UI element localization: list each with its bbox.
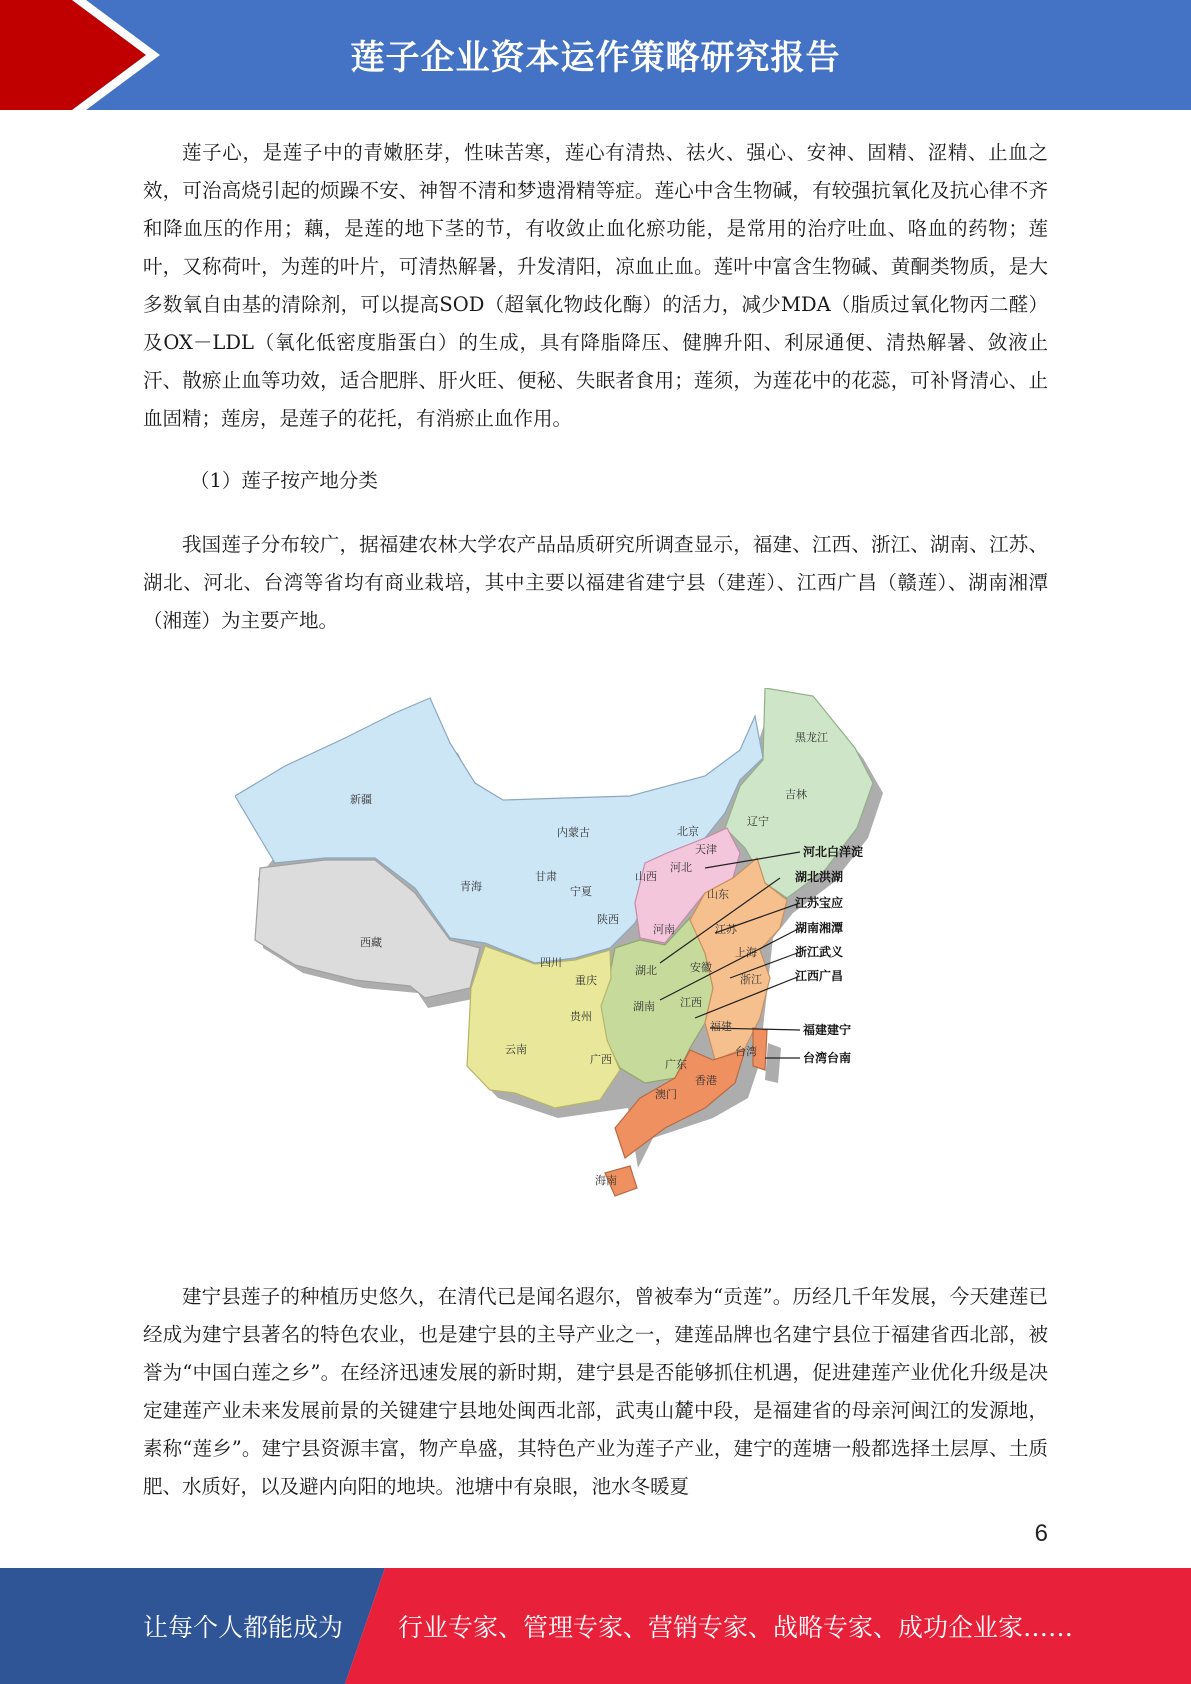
label-gansu: 甘肃	[535, 870, 557, 883]
label-shanxi: 山西	[635, 870, 657, 883]
label-shandong: 山东	[707, 888, 729, 901]
label-neimenggu: 内蒙古	[557, 826, 590, 839]
callout-taiwan-tainan: 台湾台南	[803, 1051, 852, 1065]
section-subheading: （1）莲子按产地分类	[190, 469, 378, 492]
label-liaoning: 辽宁	[747, 815, 769, 828]
label-shanghai: 上海	[735, 946, 757, 959]
page-header	[0, 0, 1191, 110]
label-zhejiang: 浙江	[740, 973, 762, 986]
label-ningxia: 宁夏	[570, 885, 592, 898]
label-beijing: 北京	[677, 825, 699, 838]
label-hebei: 河北	[670, 861, 692, 874]
label-guizhou: 贵州	[570, 1010, 592, 1023]
paragraph-production-areas: 我国莲子分布较广，据福建农林大学农产品品质研究所调查显示，福建、江西、浙江、湖南、江苏、湖北、河北、台湾等省均有商业栽培，其中主要以福建省建宁县（建莲）、江西广昌（赣莲）、湖南湘潭（湘莲）为主要产地。	[143, 533, 1048, 632]
paragraph-lotus-parts: 莲子心，是莲子中的青嫩胚芽，性味苦寒，莲心有清热、祛火、强心、安神、固精、涩精、止血之效，可治高烧引起的烦躁不安、神智不清和梦遗滑精等症。莲心中含生物碱，有较强抗氧化及抗心律不齐和降血压的作用；藕，是莲的地下茎的节，有收敛止血化瘀功能，是常用的治疗吐血、咯血的药物；莲叶，又称荷叶，为莲的叶片，可清热解暑，升发清阳，凉血止血。莲叶中富含生物碱、黄酮类物质，是大多数氧自由基的清除剂，可以提高SOD（超氧化物歧化酶）的活力，减少MDA（脂质过氧化物丙二醛）及OX－LDL（氧化低密度脂蛋白）的生成，具有降脂降压、健脾升阳、利尿通便、清热解暑、敛液止汗、散瘀止血等功效，适合肥胖、肝火旺、便秘、失眠者食用；莲须，为莲花中的花蕊，可补肾清心、止血固精；莲房，是莲子的花托，有消瘀止血作用。	[143, 141, 1048, 430]
label-henan: 河南	[653, 923, 675, 936]
label-xinjiang: 新疆	[350, 793, 372, 806]
paragraph-jianning: 建宁县莲子的种植历史悠久，在清代已是闻名遐尔，曾被奉为“贡莲”。历经几千年发展，今天建莲已经成为建宁县著名的特色农业，也是建宁县的主导产业之一，建莲品牌也名建宁县位于福建省西北部，被誉为“中国白莲之乡”。在经济迅速发展的新时期，建宁县是否能够抓住机遇，促进建莲产业优化升级是决定建莲产业未来发展前景的关键建宁县地处闽西北部，武夷山麓中段，是福建省的母亲河闽江的发源地，素称“莲乡”。建宁县资源丰富，物产阜盛，其特色产业为莲子产业，建宁的莲塘一般都选择土层厚、土质肥、水质好，以及避内向阳的地块。池塘中有泉眼，池水冬暖夏	[143, 1285, 1048, 1498]
callout-jiangsu-baoying: 江苏宝应	[795, 896, 844, 910]
label-jiangxi: 江西	[680, 996, 702, 1009]
label-hainan: 海南	[595, 1174, 617, 1187]
callout-labels	[795, 844, 863, 1065]
callout-hunan-xiangtan: 湖南湘潭	[795, 921, 844, 935]
page-number: 6	[1034, 1520, 1048, 1547]
label-shaanxi: 陕西	[597, 913, 619, 926]
label-guangxi: 广西	[590, 1053, 612, 1066]
label-hubei: 湖北	[635, 964, 657, 977]
label-xizang: 西藏	[360, 936, 382, 949]
label-chongqing: 重庆	[575, 974, 597, 987]
label-sichuan: 四川	[540, 956, 562, 969]
label-hongkong: 香港	[695, 1074, 717, 1087]
footer-slogan-left: 让每个人都能成为	[143, 1613, 344, 1642]
label-macau: 澳门	[655, 1088, 677, 1101]
label-hunan: 湖南	[633, 1000, 655, 1013]
page-footer	[0, 1568, 1191, 1684]
china-lotus-map	[235, 688, 940, 1233]
label-taiwan: 台湾	[735, 1045, 757, 1058]
footer-slogan-right: 行业专家、管理专家、营销专家、战略专家、成功企业家……	[398, 1613, 1074, 1642]
label-fujian: 福建	[710, 1020, 732, 1033]
callout-fujian-jianning: 福建建宁	[803, 1023, 852, 1037]
callout-hubei-honghu: 湖北洪湖	[795, 870, 844, 884]
label-anhui: 安徽	[690, 961, 712, 974]
region-southwest	[467, 946, 620, 1108]
callout-zhejiang-wuyi: 浙江武义	[795, 945, 844, 959]
label-tianjin: 天津	[695, 843, 717, 856]
label-jilin: 吉林	[785, 788, 807, 801]
label-guangdong: 广东	[665, 1058, 687, 1071]
report-title: 莲子企业资本运作策略研究报告	[350, 38, 841, 78]
callout-jiangxi-guangchang: 江西广昌	[795, 969, 844, 983]
label-heilongjiang: 黑龙江	[795, 731, 828, 744]
label-jiangsu: 江苏	[715, 923, 737, 936]
label-yunnan: 云南	[505, 1043, 527, 1056]
callout-hebei-baiyangdian: 河北白洋淀	[803, 845, 864, 859]
label-qinghai: 青海	[460, 880, 482, 893]
